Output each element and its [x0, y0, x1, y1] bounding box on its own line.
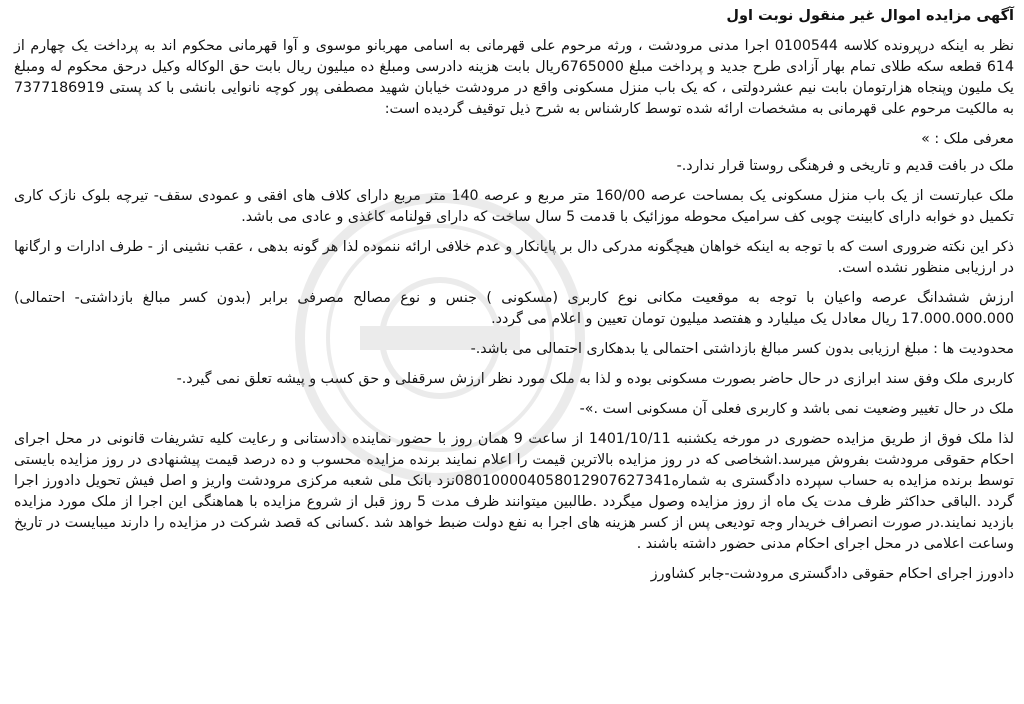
- heritage-paragraph: ملک در بافت قدیم و تاریخی و فرهنگی روستا قرار ندارد.-: [676, 158, 1014, 174]
- note-paragraph: ذکر این نکته ضروری است که با توجه به اینکه خواهان هیچگونه مدرکی دال بر پایانکار و عدم خلافی ارائه ننموده لذا هر گونه بدهی ، عقب نشینی از - طرف ادارات و ارگانها در ارزیابی منظور نشده است.: [14, 239, 1014, 276]
- notice-title: آگهی مزایده اموال غیر منقول نوبت اول: [726, 8, 1014, 24]
- status-paragraph: ملک در حال تغییر وضعیت نمی باشد و کاربری فعلی آن مسکونی است .»-: [579, 401, 1014, 417]
- valuation-paragraph: ارزش ششدانگ عرصه واعیان با توجه به موقعیت مکانی نوع کاربری (مسکونی ) جنس و نوع مصالح مصرفی برابر (بدون کسر مبالغ بازداشتی- احتمالی) 17.000.000.000 ریال معادل یک میلیارد و هفتصد میلیون تومان تعیین و اعلام می گردد.: [14, 290, 1014, 327]
- section-heading: معرفی ملک : »: [921, 131, 1014, 147]
- signature-line: دادورز اجرای احکام حقوقی دادگستری مرودشت-جابر کشاورز: [650, 566, 1014, 582]
- usage-paragraph: کاربری ملک وفق سند ابرازی در حال حاضر بصورت مسکونی بوده و لذا به ملک مورد نظر ارزش سرقفلی و حق کسب و پیشه تعلق نمی گیرد.-: [176, 371, 1014, 387]
- property-description-paragraph: ملک عبارتست از یک باب منزل مسکونی یک بمساحت عرصه 160/00 متر مربع و عرصه 140 متر مربع دارای کلاف های افقی و عمودی سقف- تیرچه بلوک نازک کاری تکمیل دو خوابه دارای کابینت چوبی کف سرامیک محوطه موزائیک با قدمت 5 سال ساخت که دارای قولنامه کاغذی و عادی می باشد.: [14, 188, 1015, 225]
- intro-paragraph: نظر به اینکه درپرونده کلاسه 0100544 اجرا مدنی مرودشت ، ورثه مرحوم علی قهرمانی به اسامی مهربانو موسوی و آوا قهرمانی محکوم اند به پرداخت یک چهارم از 614 قطعه سکه طلای تمام بهار آزادی طرح جدید و پرداخت مبلغ 6765000ریال بابت هزینه دادرسی ومبلغ ده میلیون ریال بابت حق الوکاله وکیل درحق محکوم له ومبلغ یک ملیون وپنجاه هزارتومان بابت نیم عشردولتی ، که یک باب منزل مسکونی واقع در مرودشت خیابان شهید مصطفی پور کوچه نانوایی بانشی با کد پستی 7377186919 به مالکیت مرحوم علی قهرمانی به مشخصات ارائه شده توسط کارشناس به شرح ذیل توقیف گردیده است:: [14, 38, 1014, 117]
- limitations-paragraph: محدودیت ها : مبلغ ارزیابی بدون کسر مبالغ بازداشتی احتمالی یا بدهکاری احتمالی می باشد.-: [470, 341, 1014, 357]
- auction-details-paragraph: لذا ملک فوق از طریق مزایده حضوری در مورخه یکشنبه 1401/10/11 از ساعت 9 همان روز با حضور نماینده دادستانی و رعایت کلیه تشریفات قانونی در محل اجرای احکام حقوقی مرودشت بفروش میرسد.اشخاصی که در روز مزایده بالاترین قیمت را اعلام نمایند برنده مزایده محسوب و ده درصد قیمت پیشنهادی در روز مزایده بایستی توسط برنده مزایده به حساب سپرده دادگستری به شماره0801000040580129076273​41نزد بانک ملی شعبه مرکزی مرودشت واریز و اصل فیش تحویل دادورز اجرا گردد .الباقی حداکثر ظرف مدت یک ماه از روز مزایده وصول میگردد .طالبین میتوانند ظرف مدت 5 روز قبل از شروع مزایده با هماهنگی این اجرا از ملک مورد مزایده بازدید نمایند.در صورت انصراف خریدار وجه تودیعی پس از کسر هزینه های اجرا به نفع دولت ضبط خواهد شد .کسانی که قصد شرکت در مزایده را دارند میبایست در تاریخ وساعت اعلامی در محل اجرای احکام مدنی حضور داشته باشند .: [14, 431, 1014, 552]
